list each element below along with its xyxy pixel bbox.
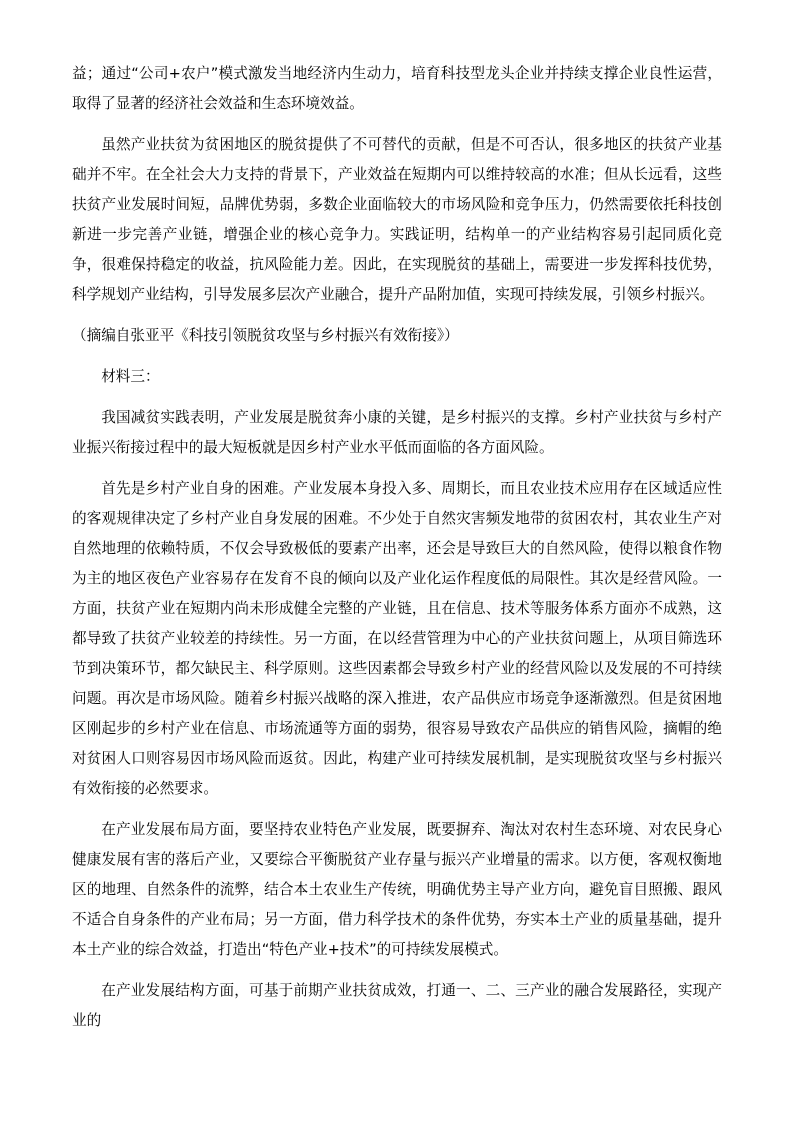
source-citation: （摘编自张亚平《科技引领脱贫攻坚与乡村振兴有效衔接》） <box>72 327 459 344</box>
paragraph-intro: 我国减贫实践表明，产业发展是脱贫奔小康的关键，是乡村振兴的支撑。乡村产业扶贫与乡村产业振兴衔接过程中的最大短板就是因乡村产业水平低而面临的各方面风险。 <box>72 409 722 456</box>
paragraph-continuation: 益；通过“公司+农户”模式激发当地经济内生动力，培育科技型龙头企业并持续支撑企业良性运营，取得了显著的经济社会效益和生态环境效益。 <box>72 65 722 112</box>
paragraph-risks: 首先是乡村产业自身的困难。产业发展本身投入多、周期长，而且农业技术应用存在区域适应性的客观规律决定了乡村产业自身发展的困难。不少处于自然灾害频发地带的贫困农村，其农业生产对自然地理的依赖特质，不仅会导致极低的要素产出率，还会是导致巨大的自然风险，使得以粮食作物为主的地区夜色产业容易存在发育不良的倾向以及产业化运作程度低的局限性。其次是经营风险。一方面，扶贫产业在短期内尚未形成健全完整的产业链，且在信息、技术等服务体系方面亦不成熟，这都导致了扶贫产业较差的持续性。另一方面，在以经营管理为中心的产业扶贫问题上，从项目筛选环节到决策环节，都欠缺民主、科学原则。这些因素都会导致乡村产业的经营风险以及发展的不可持续问题。再次是市场风险。随着乡村振兴战略的深入推进，农产品供应市场竞争逐渐激烈。但是贫困地区刚起步的乡村产业在信息、市场流通等方面的弱势，很容易导致农产品供应的销售风险，摘帽的绝对贫困人口则容易因市场风险而返贫。因此，构建产业可持续发展机制，是实现脱贫攻坚与乡村振兴有效衔接的必然要求。 <box>72 480 722 797</box>
paragraph-structure: 在产业发展结构方面，可基于前期产业扶贫成效，打通一、二、三产业的融合发展路径，实现产业的 <box>72 982 722 1029</box>
section-heading-material-3: 材料三： <box>101 368 160 385</box>
document-page <box>72 59 722 1047</box>
paragraph-layout: 在产业发展布局方面，要坚持农业特色产业发展，既要摒弃、淘汰对农村生态环境、对农民身心健康发展有害的落后产业，又要综合平衡脱贫产业存量与振兴产业增量的需求。以方便，客观权衡地区的地理、自然条件的流弊，结合本土农业生产传统，明确优势主导产业方向，避免盲目照搬、跟风不适合自身条件的产业布局；另一方面，借力科学技术的条件优势，夯实本土产业的质量基础，提升本土产业的综合效益，打造出“特色产业+技术”的可持续发展模式。 <box>72 821 722 958</box>
paragraph-tech-industry: 虽然产业扶贫为贫困地区的脱贫提供了不可替代的贡献，但是不可否认，很多地区的扶贫产业基础并不牢。在全社会大力支持的背景下，产业效益在短期内可以维持较高的水准；但从长远看，这些扶贫产业发展时间短，品牌优势弱，多数企业面临较大的市场风险和竞争压力，仍然需要依托科技创新进一步完善产业链，增强企业的核心竞争力。实践证明，结构单一的产业结构容易引起同质化竞争，很难保持稳定的收益，抗风险能力差。因此，在实现脱贫的基础上，需要进一步发挥科技优势，科学规划产业结构，引导发展多层次产业融合，提升产品附加值，实现可持续发展，引领乡村振兴。 <box>72 136 722 303</box>
